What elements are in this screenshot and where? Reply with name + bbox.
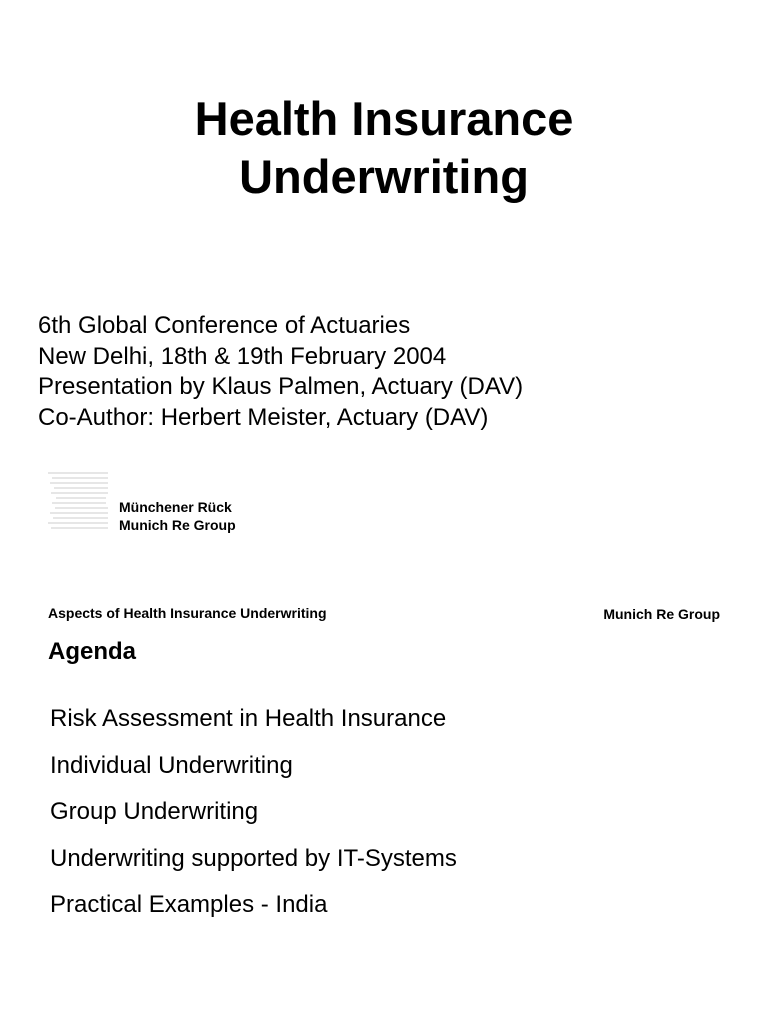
- company-name: [119, 498, 236, 534]
- agenda-item: Underwriting supported by IT-Systems: [50, 844, 457, 872]
- conference-name: 6th Global Conference of Actuaries: [38, 312, 411, 339]
- title-line: Underwriting: [239, 150, 529, 203]
- munich-re-logo-icon: [48, 472, 108, 530]
- company-name-english: Munich Re Group: [119, 517, 236, 533]
- agenda-item: Practical Examples - India: [50, 891, 328, 918]
- agenda-slide: [0, 590, 768, 1024]
- presenter: Presentation by Klaus Palmen, Actuary (DAV): [38, 373, 524, 400]
- agenda-item: Individual Underwriting: [50, 751, 293, 779]
- presentation-info: [38, 311, 523, 433]
- agenda-item: Risk Assessment in Health Insurance: [50, 705, 447, 732]
- agenda-item: Group Underwriting: [50, 798, 259, 825]
- co-author: Co-Author: Herbert Meister, Actuary (DAV): [38, 403, 489, 431]
- slide-header-title: Aspects of Health Insurance Underwriting: [48, 605, 327, 621]
- title-line: Health Insurance: [194, 92, 574, 145]
- conference-location-date: New Delhi, 18th & 19th February 2004: [38, 342, 447, 370]
- presentation-title: [0, 90, 768, 206]
- agenda-list: [50, 704, 457, 937]
- agenda-heading: Agenda: [48, 638, 137, 665]
- slide-header-company: Munich Re Group: [603, 606, 720, 622]
- company-name-german: Münchener Rück: [119, 499, 232, 515]
